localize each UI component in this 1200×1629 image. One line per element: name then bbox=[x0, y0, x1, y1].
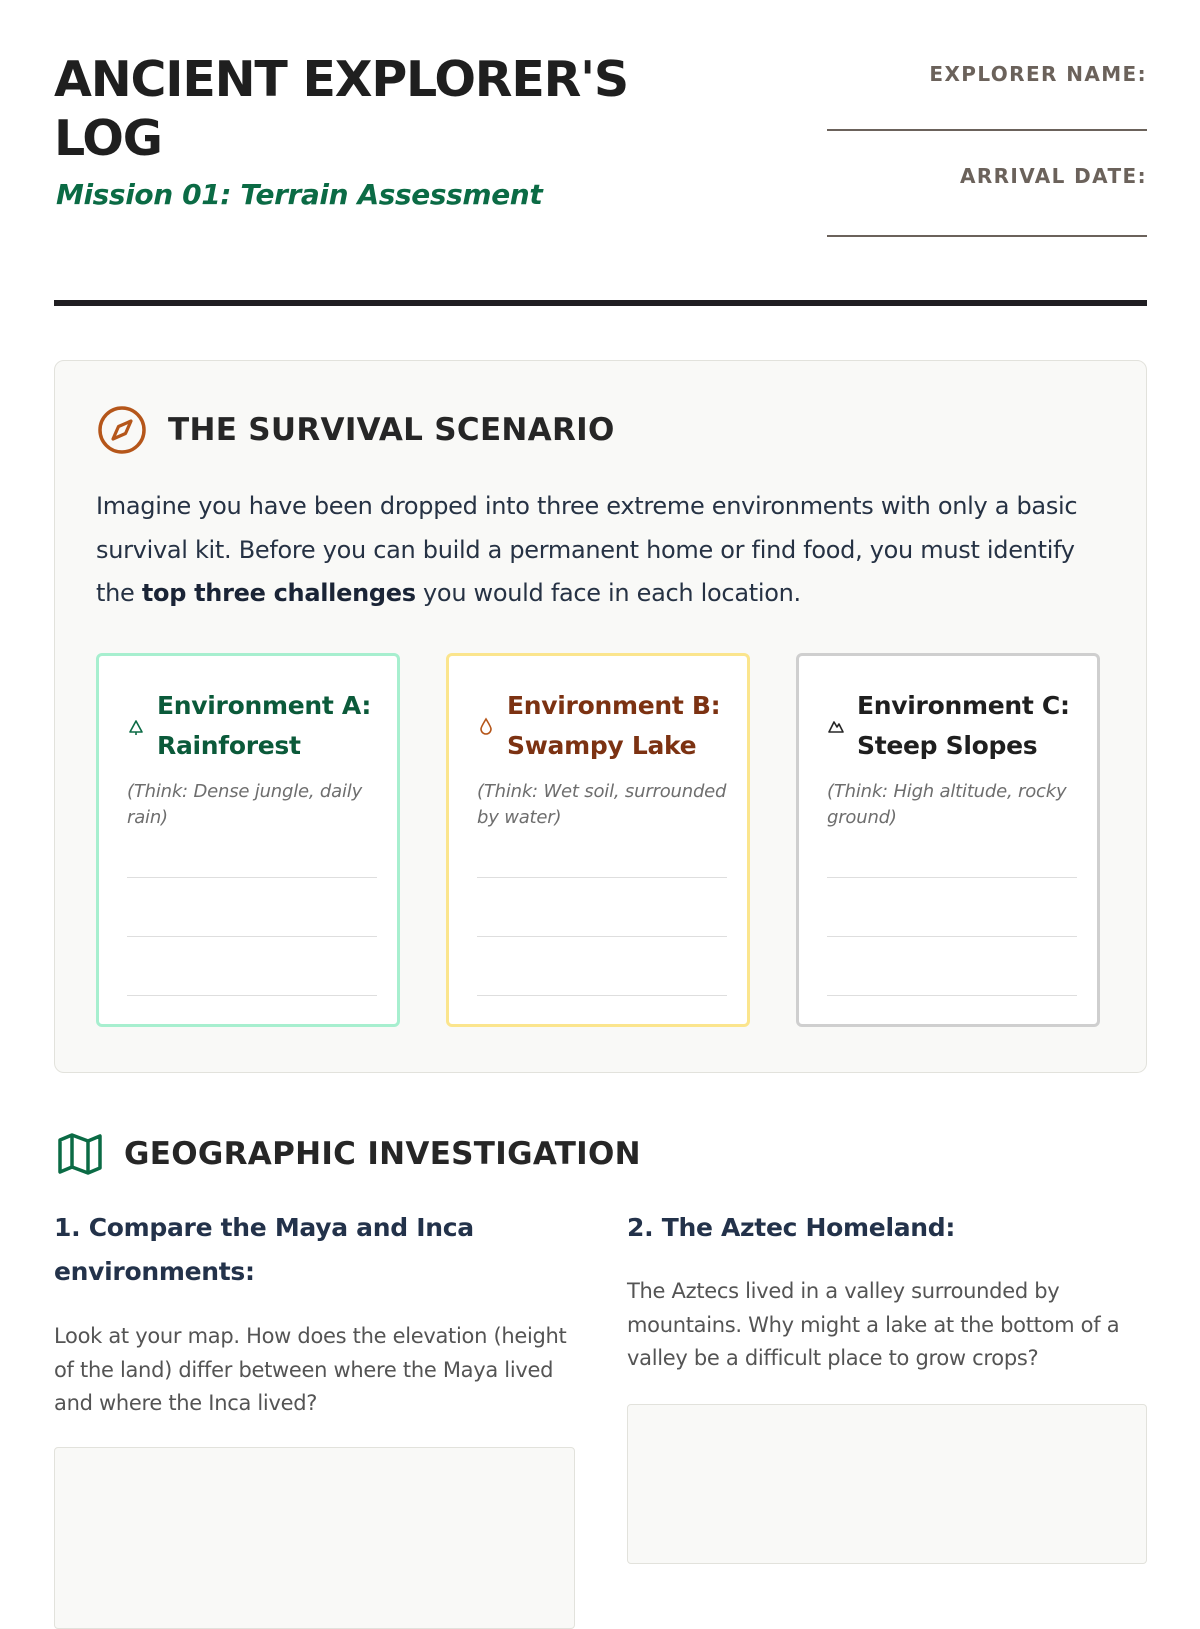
answer-line[interactable] bbox=[827, 995, 1077, 996]
answer-line[interactable] bbox=[477, 995, 727, 996]
question-2-title: 2. The Aztec Homeland: bbox=[627, 1213, 956, 1242]
environment-title: Environment B: Swampy Lake bbox=[507, 691, 721, 760]
question-2-text: The Aztecs lived in a valley surrounded by mountains. Why might a lake at the bottom of a valley be a difficult place to grow crops? bbox=[627, 1279, 1120, 1370]
mountain-icon bbox=[827, 717, 845, 735]
investigation-header bbox=[56, 1130, 641, 1178]
tree-icon bbox=[127, 717, 145, 735]
question-1-text: Look at your map. How does the elevation (height of the land) differ between where the Maya lived and where the Inca lived? bbox=[54, 1324, 567, 1415]
environment-card-steep-slopes bbox=[796, 653, 1100, 1027]
survival-scenario-panel bbox=[54, 360, 1147, 1073]
page-title: ANCIENT EXPLORER'S LOG bbox=[54, 51, 629, 167]
scenario-text-end: you would face in each location. bbox=[415, 579, 801, 607]
survival-scenario-title: THE SURVIVAL SCENARIO bbox=[168, 412, 615, 448]
question-1-answer-box[interactable] bbox=[54, 1447, 575, 1629]
answer-line[interactable] bbox=[127, 877, 377, 878]
arrival-date-field[interactable] bbox=[827, 235, 1147, 237]
environment-hint: (Think: Dense jungle, daily rain) bbox=[127, 781, 363, 828]
compass-icon bbox=[96, 404, 148, 456]
answer-line[interactable] bbox=[827, 877, 1077, 878]
environment-card-swampy-lake bbox=[446, 653, 750, 1027]
answer-line[interactable] bbox=[827, 936, 1077, 937]
page-subtitle: Mission 01: Terrain Assessment bbox=[56, 178, 543, 211]
question-1-title: 1. Compare the Maya and Inca environments: bbox=[54, 1213, 474, 1286]
answer-line[interactable] bbox=[477, 877, 727, 878]
environment-hint: (Think: Wet soil, surrounded by water) bbox=[477, 781, 727, 828]
question-2-answer-box[interactable] bbox=[627, 1404, 1147, 1564]
arrival-date-label: ARRIVAL DATE: bbox=[959, 164, 1147, 188]
scenario-text-start: Imagine you have been dropped into three extreme environments with only a basic survival kit. Before you can build a permanent home or find food, you must identify the bbox=[96, 492, 1078, 607]
explorer-name-field[interactable] bbox=[827, 129, 1147, 131]
environment-hint: (Think: High altitude, rocky ground) bbox=[827, 781, 1067, 828]
investigation-title: GEOGRAPHIC INVESTIGATION bbox=[124, 1136, 641, 1172]
water-drop-icon bbox=[477, 717, 495, 735]
survival-scenario-header bbox=[96, 404, 615, 456]
environment-title: Environment C: Steep Slopes bbox=[857, 691, 1070, 760]
header-divider bbox=[54, 300, 1147, 306]
explorer-name-label: EXPLORER NAME: bbox=[929, 62, 1147, 86]
survival-scenario-text bbox=[96, 485, 1096, 616]
answer-line[interactable] bbox=[127, 936, 377, 937]
environment-card-rainforest bbox=[96, 653, 400, 1027]
map-icon bbox=[56, 1130, 104, 1178]
environment-title: Environment A: Rainforest bbox=[157, 691, 372, 760]
answer-line[interactable] bbox=[477, 936, 727, 937]
scenario-text-emphasis: top three challenges bbox=[141, 579, 416, 607]
answer-line[interactable] bbox=[127, 995, 377, 996]
